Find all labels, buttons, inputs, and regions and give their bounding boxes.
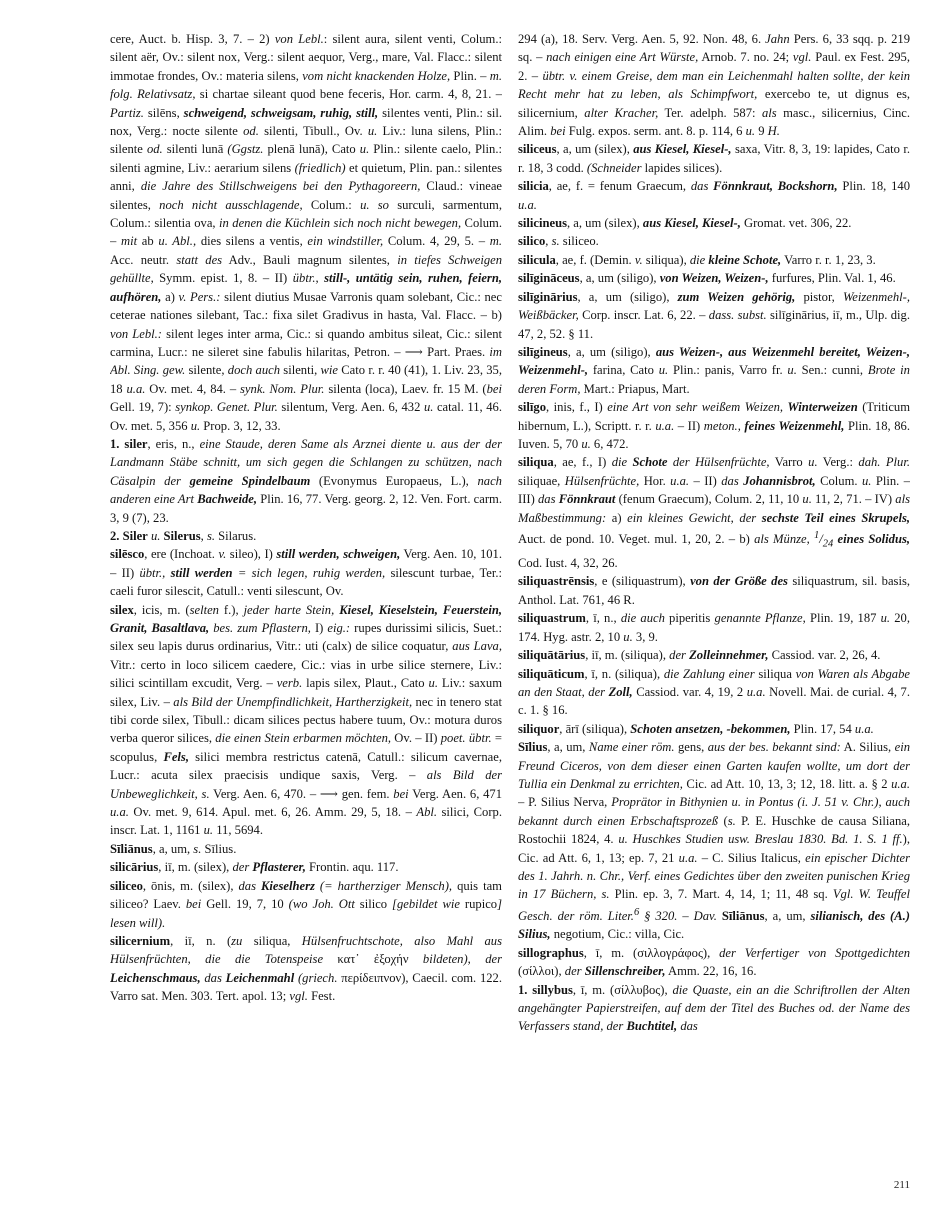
dictionary-entry: Sīlius, a, um, Name einer röm. gens, aus der bes. bekannt sind: A. Silius, ein Freund Ciceros, von dem dieser einen Garten kaufen wollte, um dort der Tullia ein Denkmal zu errichten, Cic. ad Att. 10, 13, 3; 12, 18. litt. a. § 2 u.a. – P. Silius Nerva, Proprätor in Bithynien u. in Pontus (i. J. 51 v. Chr.), auch bekannt durch einen Erbschaftsprozeß (s. P. E. Huschke de causa Siliana, Rostochii 1824, 4. u. Huschkes Studien usw. Breslau 1830. Bd. 1. S. 1 ff.), Cic. ad Att. 6, 1, 13; ep. 7, 21 u.a. – C. Silius Italicus, ein epischer Dichter des 1. Jahrh. n. Chr., Verf. eines Gedichtes über den zweiten punischen Krieg in 17 Büchern, s. Plin. ep. 3, 7. Mart. 4, 14, 1; 11, 48 sq. Vgl. W. Teuffel Gesch. der röm. Liter.$^6$ § 320. – Dav. Sīliānus, a, um, silianisch, des (A.) Silius, negotium, Cic.: villa, Cic. xyxy=(518,740,910,942)
dictionary-entry: 1. siler, eris, n., eine Staude, deren Same als Arznei diente u. aus der der Landmann Stäbe schnitt, um sich gegen die Schlangen zu schützen, nach Cäsalpin der gemeine Spindelbaum (Evonymus Europaeus, L.), nach anderen eine Art Bachweide, Plin. 16, 77. Verg. georg. 2, 12. Ven. Fort. carm. 3, 9 (7), 23. xyxy=(110,436,502,525)
dictionary-entry: silīgineus, a, um (siligo), aus Weizen-, aus Weizenmehl bereitet, Weizen-, Weizenmehl-, farina, Cato u. Plin.: panis, Varro fr. u. Sen.: cunni, Brote in deren Form, Mart.: Priapus, Mart. xyxy=(518,344,910,396)
dictionary-entry: Sīliānus, a, um, s. Sīlius. xyxy=(110,841,237,856)
dictionary-entry: siliqua, ae, f., I) die Schote der Hülsenfrüchte, Varro u. Verg.: dah. Plur. siliquae, Hülsenfrüchte, Hor. u.a. – II) das Johannisbrot, Colum. u. Plin. – III) das Fönnkraut (fenum Graecum), Colum. 2, 11, 10 u. 11, 2, 71. – IV) als Maßbestimmung: a) ein kleines Gewicht, der sechste Teil eines Skrupels, Auct. de pond. 10. Veget. mul. 1, 20, 2. – b) als Münze, $^1/_{24}$ eines Solidus, Cod. Iust. 4, 32, 26. xyxy=(518,455,910,571)
dictionary-entry: siliquastrēnsis, e (siliquastrum), von der Größe des siliquastrum, sil. basis, Anthol. Lat. 761, 46 R. xyxy=(518,574,910,607)
dictionary-entry: 2. Siler u. Silerus, s. Silarus. xyxy=(110,528,257,543)
dictionary-entry: siliceo, ōnis, m. (silex), das Kieselherz (= hartherziger Mensch), quis tam siliceo? Laev. bei Gell. 19, 7, 10 (wo Joh. Ott silico [gebildet wie rupico] lesen will). xyxy=(110,878,502,930)
left-column xyxy=(110,30,502,1180)
dictionary-entry: silico, s. siliceo. xyxy=(518,234,599,249)
dictionary-entry: 294 (a), 18. Serv. Verg. Aen. 5, 92. Non. 48, 6. Jahn Pers. 6, 33 sqq. p. 219 sq. – nach einigen eine Art Würste, Arnob. 7. no. 24; vgl. Paul. ex Fest. 295, 2. – übtr. v. einem Greise, dem man ein Leichenmahl halten sollte, der kein Recht mehr hat zu leben, als Schimpfwort, exercebo te, ut dignus es, silicernium, alter Kracher, Ter. adelph. 587: als masc., silicernius, Cinc. Alim. bei Fulg. expos. serm. ant. 8. p. 114, 6 u. 9 H. xyxy=(518,32,910,139)
page-number: 211 xyxy=(893,1179,910,1191)
dictionary-entry: siliceus, a, um (silex), aus Kiesel, Kiesel-, saxa, Vitr. 8, 3, 19: lapides, Cato r. r. 18, 3 codd. (Schneider lapides silices). xyxy=(518,142,910,175)
dictionary-entry: sillographus, ī, m. (σιλλογράφος), der Verfertiger von Spottgedichten (σίλλοι), der Sillenschreiber, Amm. 22, 16, 16. xyxy=(518,945,910,979)
dictionary-entry: silicernium, iī, n. (zu siliqua, Hülsenfruchtschote, also Mahl aus Hülsenfrüchten, die die Totenspeise κατ᾽ ἐξοχήν bildeten), der Leichenschmaus, das Leichenmahl (griech. περίδειπνον), Caecil. com. 122. Varro sat. Men. 303. Tert. apol. 13; vgl. Fest. xyxy=(110,933,502,1004)
dictionary-entry: silīgināceus, a, um (siligo), von Weizen, Weizen-, furfures, Plin. Val. 1, 46. xyxy=(518,271,896,286)
dictionary-entry: silicula, ae, f. (Demin. v. siliqua), die kleine Schote, Varro r. r. 1, 23, 3. xyxy=(518,252,876,267)
dictionary-entry: siliquastrum, ī, n., die auch piperitis genannte Pflanze, Plin. 19, 187 u. 20, 174. Hyg. astr. 2, 10 u. 3, 9. xyxy=(518,611,910,644)
dictionary-entry: silīginārius, a, um (siligo), zum Weizen gehörig, pistor, Weizenmehl-, Weißbäcker, Corp. inscr. Lat. 6, 22. – dass. subst. silīginārius, iī, m., Ulp. dig. 47, 2, 52. § 11. xyxy=(518,289,910,341)
dictionary-entry: 1. sillybus, ī, m. (σίλλυβος), die Quaste, ein an die Schriftrollen der Alten angehängter Papierstreifen, auf dem der Titel des Buches od. der Name des Verfassers stand, der Buchtitel, das xyxy=(518,982,910,1034)
dictionary-entry: siliquātārius, iī, m. (siliqua), der Zolleinnehmer, Cassiod. var. 2, 26, 4. xyxy=(518,648,881,663)
dictionary-entry: siliquor, ārī (siliqua), Schoten ansetzen, -bekommen, Plin. 17, 54 u.a. xyxy=(518,721,874,736)
dictionary-entry: silex, icis, m. (selten f.), jeder harte Stein, Kiesel, Kieselstein, Feuerstein, Granit, Basaltlava, bes. zum Pflastern, I) eig.: rupes durissimi silicis, Suet.: silex seu lapis durus ordinarius, Vitr.: uti (calx) de silice coquatur, aus Lava, Vitr.: certo in loco silicem caedere, Cic.: vias in urbe silice sternere, Liv.: silici scintillam excudit, Verg. – verb. lapis silex, Plaut., Cato u. Liv.: saxum silex, Liv. – als Bild der Unempfindlichkeit, Hartherzigkeit, nec in tenero stat tibi corde silex, Tibull.: dicam silices pectus habere tuum, Ov.: motura duros verba queror silices, die einen Stein erbarmen möchten, Ov. – II) poet. übtr. = scopulus, Fels, silici membra restrictus catenā, Catull.: silicum cavernae, Lucr.: acuta silex praecisis undique saxis, Verg. – als Bild der Unbeweglichkeit, s. Verg. Aen. 6, 470. – ⟶ gen. fem. bei Verg. Aen. 6, 471 u.a. Ov. met. 9, 614. Apul. met. 6, 26. Amm. 29, 5, 18. – Abl. silici, Corp. inscr. Lat. 1, 1161 u. 11, 5694. xyxy=(110,602,502,838)
right-column xyxy=(518,30,910,1180)
dictionary-entry: silicineus, a, um (silex), aus Kiesel, Kiesel-, Gromat. vet. 306, 22. xyxy=(518,216,852,231)
dictionary-entry: silicia, ae, f. = fenum Graecum, das Fönnkraut, Bockshorn, Plin. 18, 140 u.a. xyxy=(518,179,910,212)
dictionary-entry: siliquāticum, ī, n. (siliqua), die Zahlung einer siliqua von Waren als Abgabe an den Staat, der Zoll, Cassiod. var. 4, 19, 2 u.a. Novell. Mai. de curial. 4, 7. c. 1. § 16. xyxy=(518,666,910,718)
dictionary-entry: silīgo, inis, f., I) eine Art von sehr weißem Weizen, Winterweizen (Triticum hibernum, L.), Scriptt. r. r. u.a. – II) meton., feines Weizenmehl, Plin. 18, 86. Iuven. 5, 70 u. 6, 472. xyxy=(518,400,910,451)
dictionary-entry: silicārius, iī, m. (silex), der Pflasterer, Frontin. aqu. 117. xyxy=(110,860,399,875)
dictionary-entry: silēsco, ere (Inchoat. v. sileo), I) still werden, schweigen, Verg. Aen. 10, 101. – II) übtr., still werden = sich legen, ruhig werden, silescunt turbae, Ter.: caeli furor silescit, Catull.: venti silescunt, Ov. xyxy=(110,547,502,599)
dictionary-entry: cere, Auct. b. Hisp. 3, 7. – 2) von Lebl.: silent aura, silent venti, Colum.: silent aër, Ov.: silent nox, Verg.: silent aequor, Verg., mare, Val. Flacc.: silent immotae frondes, Ov.: materia silens, vom nicht knackenden Holze, Plin. – m. folg. Relativsatz, si chartae sileant quod bene feceris, Hor. carm. 4, 8, 21. – Partiz. silēns, schweigend, schweigsam, ruhig, still, silentes venti, Plin.: sil. nox, Verg.: nocte silente od. silenti, Tibull., Ov. u. Liv.: luna silens, Plin.: silente od. silenti lunā (Ggstz. plenā lunā), Cato u. Plin.: silente caelo, Plin.: silenti agmine, Liv.: aerarium silens (friedlich) et quietum, Plin. pan.: silentes anni, die Jahre des Stillschweigens bei den Pythagoreern, Claud.: vineae silentes, noch nicht ausschlagende, Colum.: u. so surculi, sarmentum, Colum.: silentia ova, in denen die Küchlein sich noch nicht bewegen, Colum. – mit ab u. Abl., dies silens a ventis, ein windstiller, Colum. 4, 29, 5. – m. Acc. neutr. statt des Adv., Bauli magnum silentes, in tiefes Schweigen gehüllte, Symm. epist. 1, 8. – II) übtr., still-, untätig sein, ruhen, feiern, aufhören, a) v. Pers.: silent diutius Musae Varronis quam solebant, Cic.: nec ceterae nationes silebant, Tac.: fixa silet Gradivus in hasta, Val. Flacc. – b) von Lebl.: silent leges inter arma, Cic.: si quando ambitus sileat, Cic.: silent carmina, Lucr.: ne sileret sine fabulis hilaritas, Petron. – ⟶ Part. Praes. im Abl. Sing. gew. silente, doch auch silenti, wie Cato r. r. 40 (41), 1. Liv. 23, 35, 18 u.a. Ov. met. 4, 84. – synk. Nom. Plur. silenta (loca), Laev. fr. 15 M. (bei Gell. 19, 7): synkop. Genet. Plur. silentum, Verg. Aen. 6, 432 u. catal. 11, 46. Ov. met. 5, 356 u. Prop. 3, 12, 33. xyxy=(110,32,502,433)
